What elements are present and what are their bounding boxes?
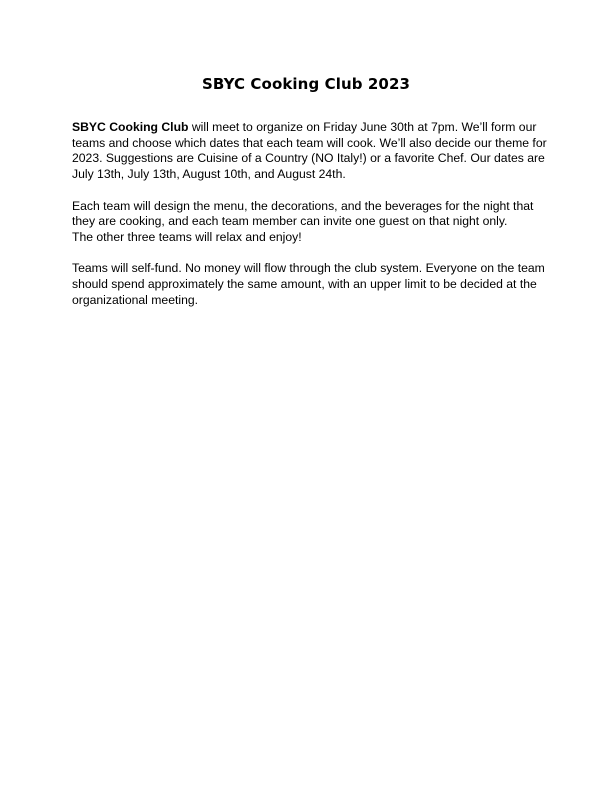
paragraph-meeting: [72, 120, 550, 183]
document-title: SBYC Cooking Club 2023: [201, 75, 411, 93]
paragraph-funding: [72, 261, 550, 308]
paragraph-meeting-body: will meet to organize on Friday June 30th at 7pm. We’ll form our teams and choose which dates that each team will cook. We’ll also decide our theme for 2023. Suggestions are Cuisine of a Country (NO Italy!) or a favorite Chef. Our dates are July 13th, July 13th, August 10th, and August 24th.: [72, 120, 547, 182]
paragraph-teams-line-2: The other three teams will relax and enjoy!: [72, 229, 302, 244]
paragraph-funding-text: Teams will self-fund. No money will flow through the club system. Everyone on the team should spend approximately the same amount, with an upper limit to be decided at the organizational meeting.: [72, 261, 545, 307]
paragraph-meeting-text: [72, 120, 550, 183]
club-name-bold: SBYC Cooking Club: [72, 120, 189, 134]
paragraph-teams-line-1: Each team will design the menu, the decorations, and the beverages for the night that they are cooking, and each team member can invite one guest on that night only.: [72, 198, 534, 229]
document-body: [72, 120, 550, 324]
paragraph-teams: [72, 199, 550, 246]
